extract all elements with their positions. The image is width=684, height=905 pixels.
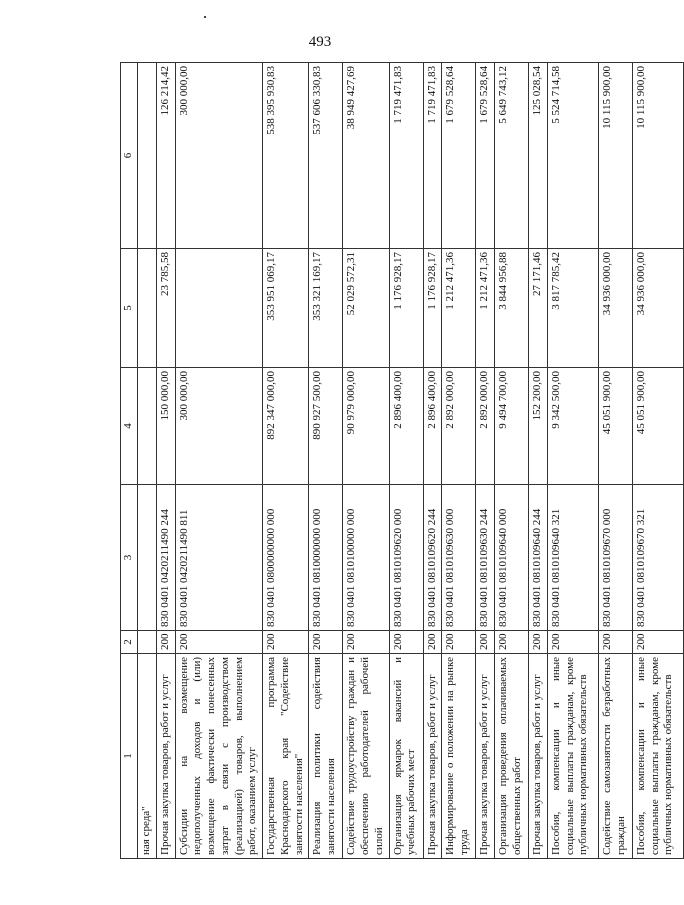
table-row [423,63,442,859]
table-row [632,63,683,859]
row-name-cell: Организация ярмарок вакансий и учебных рабочих мест [389,654,423,859]
row-remainder-cell: 1 679 528,64 [476,63,495,249]
row-executed-amount-cell: 1 212 471,36 [476,249,495,368]
row-classification-cell: 830 0401 0810100000 000 [343,485,389,631]
row-classification-cell: 830 0401 0810109620 244 [423,485,442,631]
table-row [389,63,423,859]
row-planned-amount-cell: 890 927 500,00 [309,368,343,485]
row-code-cell: 200 [495,631,529,654]
row-name-cell: Субсидии на возмещение недополученных доходов и (или) возмещение фактически понесенных затрат в связи с производством (реализацией) товаров, выполнением работ, оказанием услуг [175,654,263,859]
row-code-cell: 200 [156,631,175,654]
row-remainder-cell: 38 949 427,69 [343,63,389,249]
row-classification-cell: 830 0401 0810109630 244 [476,485,495,631]
row-planned-amount-cell: 9 342 500,00 [547,368,598,485]
table-row [343,63,389,859]
row-executed-amount-cell: 3 817 785,42 [547,249,598,368]
row-classification-cell: 830 0401 0810109640 321 [547,485,598,631]
row-name-cell: Прочая закупка товаров, работ и услуг [156,654,175,859]
table-row [138,63,157,859]
row-executed-amount-cell: 353 951 069,17 [263,249,309,368]
row-name-cell: ная среда" [138,654,157,859]
scan-speck [204,16,206,18]
row-planned-amount-cell: 300 000,00 [175,368,263,485]
row-classification-cell: 830 0401 0800000000 000 [263,485,309,631]
row-planned-amount-cell: 2 896 400,00 [423,368,442,485]
row-executed-amount-cell: 23 785,58 [156,249,175,368]
row-code-cell: 200 [389,631,423,654]
row-planned-amount-cell [138,368,157,485]
row-name-cell: Содействие трудоустройству граждан и обеспечению работодателей рабочей силой [343,654,389,859]
row-remainder-cell: 10 115 900,00 [598,63,632,249]
row-planned-amount-cell: 45 051 900,00 [598,368,632,485]
row-code-cell: 200 [632,631,683,654]
row-name-cell: Реализация политики содействия занятости населения [309,654,343,859]
row-remainder-cell: 5 649 743,12 [495,63,529,249]
row-remainder-cell: 5 524 714,58 [547,63,598,249]
table-row [309,63,343,859]
budget-table [120,62,684,859]
row-classification-cell: 830 0401 0810109670 000 [598,485,632,631]
header-col-1: 1 [121,654,138,859]
row-executed-amount-cell [138,249,157,368]
table-row [547,63,598,859]
table-viewport [120,63,675,859]
header-col-3: 3 [121,485,138,631]
row-executed-amount-cell: 1 212 471,36 [442,249,476,368]
row-code-cell: 200 [175,631,263,654]
table-row [263,63,309,859]
row-remainder-cell [138,63,157,249]
table-row [529,63,548,859]
row-code-cell: 200 [476,631,495,654]
table-row [156,63,175,859]
row-classification-cell: 830 0401 0810109630 000 [442,485,476,631]
row-remainder-cell: 538 395 930,83 [263,63,309,249]
table-row [598,63,632,859]
row-remainder-cell: 537 606 330,83 [309,63,343,249]
row-remainder-cell: 1 719 471,83 [389,63,423,249]
header-col-2: 2 [121,631,138,654]
page-number: 493 [308,34,332,50]
row-planned-amount-cell: 45 051 900,00 [632,368,683,485]
row-planned-amount-cell: 152 200,00 [529,368,548,485]
table-row [495,63,529,859]
row-classification-cell [138,485,157,631]
row-name-cell: Государственная программа Краснодарского края "Содействие занятости населения" [263,654,309,859]
row-code-cell: 200 [343,631,389,654]
header-col-5: 5 [121,249,138,368]
row-name-cell: Пособия, компенсации и иные социальные выплаты гражданам, кроме публичных нормативных обязательств [632,654,683,859]
row-name-cell: Информирование о положении на рынке труда [442,654,476,859]
rotated-table-container [120,63,675,859]
row-classification-cell: 830 0401 0420211490 811 [175,485,263,631]
row-code-cell: 200 [598,631,632,654]
row-remainder-cell: 10 115 900,00 [632,63,683,249]
row-classification-cell: 830 0401 0810109670 321 [632,485,683,631]
row-planned-amount-cell: 150 000,00 [156,368,175,485]
row-remainder-cell: 125 028,54 [529,63,548,249]
row-code-cell: 200 [423,631,442,654]
row-name-cell: Прочая закупка товаров, работ и услуг [529,654,548,859]
row-code-cell: 200 [309,631,343,654]
row-planned-amount-cell: 892 347 000,00 [263,368,309,485]
row-executed-amount-cell: 34 936 000,00 [632,249,683,368]
row-classification-cell: 830 0401 0420211490 244 [156,485,175,631]
row-classification-cell: 830 0401 0810109640 000 [495,485,529,631]
row-executed-amount-cell: 34 936 000,00 [598,249,632,368]
header-col-4: 4 [121,368,138,485]
row-planned-amount-cell: 90 979 000,00 [343,368,389,485]
row-remainder-cell: 126 214,42 [156,63,175,249]
row-planned-amount-cell: 9 494 700,00 [495,368,529,485]
table-row [476,63,495,859]
row-name-cell: Пособия, компенсации и иные социальные выплаты гражданам, кроме публичных нормативных обязательств [547,654,598,859]
header-row [121,63,138,859]
row-planned-amount-cell: 2 892 000,00 [476,368,495,485]
row-planned-amount-cell: 2 892 000,00 [442,368,476,485]
row-classification-cell: 830 0401 0810000000 000 [309,485,343,631]
row-code-cell: 200 [442,631,476,654]
row-executed-amount-cell: 1 176 928,17 [389,249,423,368]
row-executed-amount-cell: 1 176 928,17 [423,249,442,368]
row-remainder-cell: 1 679 528,64 [442,63,476,249]
row-name-cell: Содействие самозанятости безработных граждан [598,654,632,859]
row-code-cell: 200 [529,631,548,654]
row-name-cell: Организация проведения оплачиваемых общественных работ [495,654,529,859]
row-name-cell: Прочая закупка товаров, работ и услуг [476,654,495,859]
table-row [175,63,263,859]
row-remainder-cell: 1 719 471,83 [423,63,442,249]
row-remainder-cell: 300 000,00 [175,63,263,249]
row-code-cell: 200 [547,631,598,654]
table-row [442,63,476,859]
row-planned-amount-cell: 2 896 400,00 [389,368,423,485]
row-executed-amount-cell: 3 844 956,88 [495,249,529,368]
row-executed-amount-cell: 27 171,46 [529,249,548,368]
header-col-6: 6 [121,63,138,249]
row-executed-amount-cell [175,249,263,368]
row-classification-cell: 830 0401 0810109620 000 [389,485,423,631]
row-classification-cell: 830 0401 0810109640 244 [529,485,548,631]
row-executed-amount-cell: 353 321 169,17 [309,249,343,368]
row-code-cell [138,631,157,654]
row-name-cell: Прочая закупка товаров, работ и услуг [423,654,442,859]
row-executed-amount-cell: 52 029 572,31 [343,249,389,368]
row-code-cell: 200 [263,631,309,654]
